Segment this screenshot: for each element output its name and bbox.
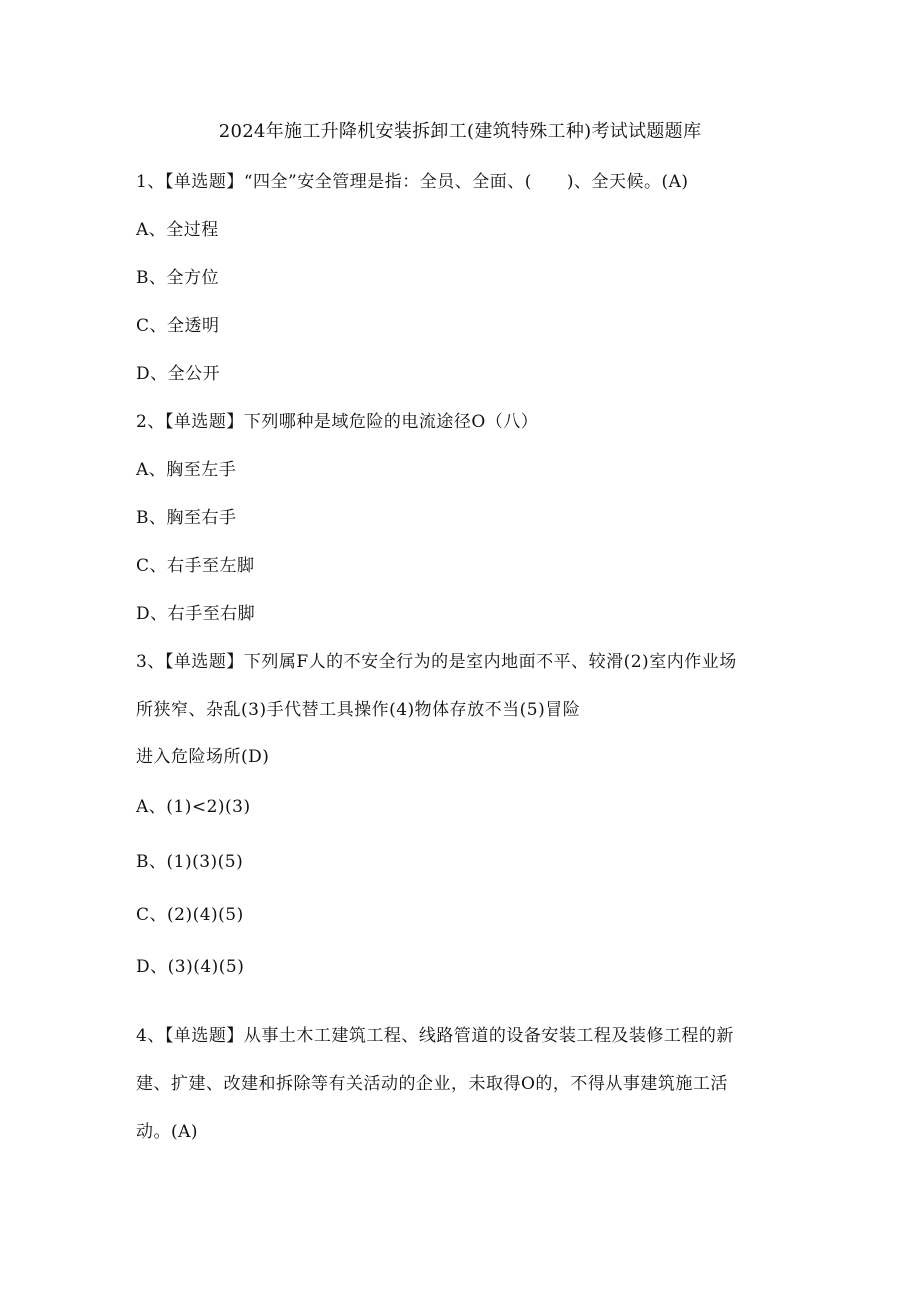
question-3-stem-line-3: 进入危险场所(D): [136, 747, 270, 767]
question-2-stem: 2、【单选题】下列哪种是域危险的电流途径O（八）: [136, 412, 539, 432]
question-3-option-c: C、(2)(4)(5): [136, 905, 244, 925]
question-1-stem: 1、【单选题】“四全”安全管理是指：全员、全面、( )、全天候。(A): [136, 172, 689, 192]
question-3-stem-line-1: 3、【单选题】下列属F人的不安全行为的是室内地面不平、较滑(2)室内作业场: [136, 652, 737, 672]
question-2-option-a: A、胸至左手: [136, 460, 237, 480]
question-4-stem-line-3: 动。(A): [136, 1122, 199, 1142]
document-title: 2024年施工升降机安装拆卸工(建筑特殊工种)考试试题题库: [218, 121, 702, 142]
question-4-stem-line-1: 4、【单选题】从事土木工建筑工程、线路管道的设备安装工程及装修工程的新: [136, 1026, 734, 1046]
question-1-option-c: C、全透明: [136, 316, 220, 336]
question-1-option-b: B、全方位: [136, 268, 219, 288]
question-1-option-d: D、全公开: [136, 364, 221, 384]
question-2-option-b: B、胸至右手: [136, 508, 237, 528]
question-3-option-a: A、(1)<2)(3): [136, 797, 251, 817]
question-2-option-c: C、右手至左脚: [136, 556, 255, 576]
question-3-option-d: D、(3)(4)(5): [136, 957, 245, 977]
question-4-stem-line-2: 建、扩建、改建和拆除等有关活动的企业，未取得O的，不得从事建筑施工活: [136, 1074, 728, 1094]
question-1-option-a: A、全过程: [136, 220, 219, 240]
question-2-option-d: D、右手至右脚: [136, 604, 256, 624]
question-3-stem-line-2: 所狭窄、杂乱(3)手代替工具操作(4)物体存放不当(5)冒险: [136, 700, 581, 720]
question-3-option-b: B、(1)(3)(5): [136, 852, 244, 872]
